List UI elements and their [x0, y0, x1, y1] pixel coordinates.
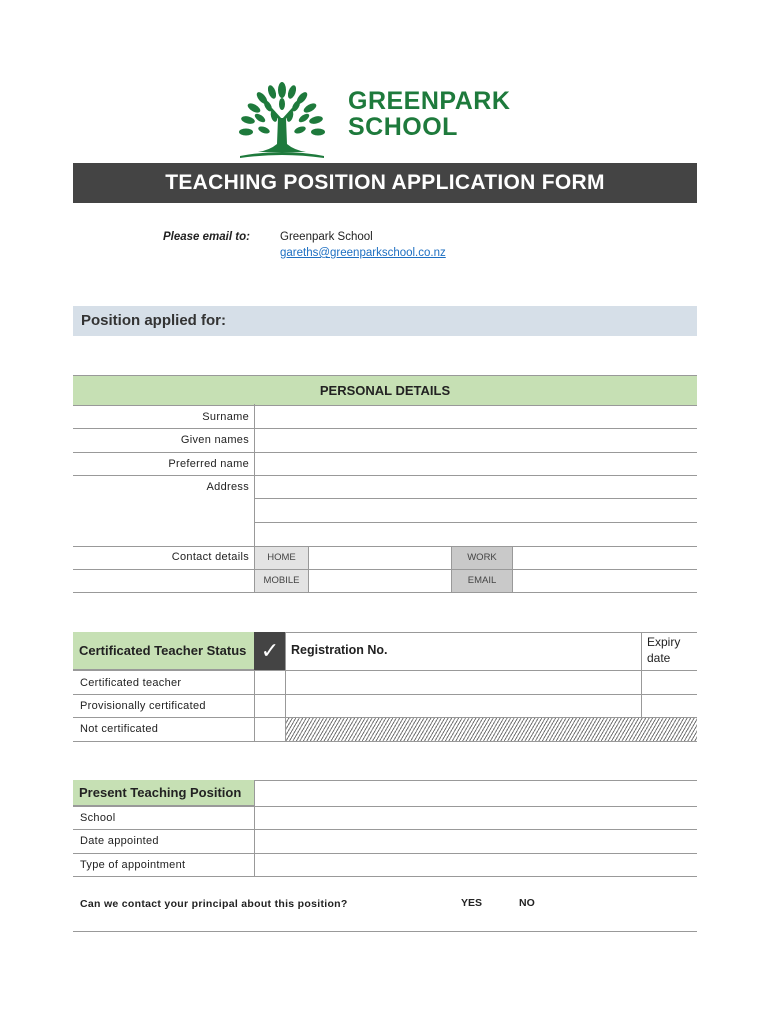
school-field[interactable]: [255, 807, 697, 829]
yes-option[interactable]: YES: [461, 897, 483, 909]
certificated-checkbox[interactable]: [255, 671, 285, 694]
work-phone-field[interactable]: [513, 547, 697, 569]
date-appointed-field[interactable]: [255, 830, 697, 853]
email-organisation: Greenpark School: [280, 231, 373, 243]
type-of-appointment-field[interactable]: [255, 854, 697, 876]
mobile-label: MOBILE: [255, 570, 308, 592]
provisionally-certificated-label: Provisionally certificated: [80, 700, 206, 712]
tree-icon: [234, 78, 330, 162]
address-field[interactable]: [255, 476, 697, 546]
logo-line-2: SCHOOL: [348, 113, 458, 141]
checkmark-icon: ✓: [254, 632, 286, 670]
cert-row-line: [73, 741, 697, 742]
present-row-line: [73, 876, 697, 877]
contact-details-label: Contact details: [171, 551, 249, 563]
no-option[interactable]: NO: [519, 897, 535, 909]
provisional-checkbox[interactable]: [255, 695, 285, 717]
preferred-name-field[interactable]: [255, 453, 697, 475]
school-label: School: [80, 812, 116, 824]
preferred-name-label: Preferred name: [168, 458, 249, 470]
expiry-date-field[interactable]: [642, 671, 697, 694]
home-phone-field[interactable]: [309, 547, 451, 569]
present-position-field[interactable]: [255, 781, 697, 806]
registration-no-field[interactable]: [286, 671, 641, 694]
personal-details-heading: PERSONAL DETAILS: [73, 375, 697, 406]
work-phone-label: WORK: [452, 547, 512, 569]
expiry-date-field-provisional[interactable]: [642, 695, 697, 717]
date-appointed-label: Date appointed: [80, 835, 159, 847]
address-label: Address: [206, 481, 249, 493]
surname-label: Surname: [202, 411, 249, 423]
position-applied-label: Position applied for:: [81, 312, 226, 329]
not-certificated-label: Not certificated: [80, 723, 159, 735]
logo-line-1: GREENPARK: [348, 87, 511, 115]
registration-no-label: Registration No.: [291, 643, 388, 657]
email-link[interactable]: gareths@greenparkschool.co.nz: [280, 247, 446, 259]
bottom-rule: [73, 931, 697, 932]
expiry-date-label: [647, 634, 680, 666]
position-applied-bar[interactable]: [73, 306, 697, 336]
registration-no-field-provisional[interactable]: [286, 695, 641, 717]
given-names-label: Given names: [180, 434, 249, 446]
not-applicable-hatch: [286, 718, 697, 741]
email-label-cell: EMAIL: [452, 570, 512, 592]
not-certificated-checkbox[interactable]: [255, 718, 285, 741]
principal-contact-question: Can we contact your principal about this position?: [80, 898, 348, 910]
type-of-appointment-label: Type of appointment: [80, 859, 186, 871]
home-phone-label: HOME: [255, 547, 308, 569]
pd-row-line: [73, 592, 697, 593]
expiry-line-2: date: [647, 651, 671, 665]
cert-status-heading: Certificated Teacher Status: [73, 632, 254, 670]
form-title-banner: TEACHING POSITION APPLICATION FORM: [73, 163, 697, 203]
given-names-field[interactable]: [255, 429, 697, 452]
school-name-logo: [348, 88, 510, 140]
expiry-line-1: Expiry: [647, 635, 681, 649]
surname-field[interactable]: [255, 405, 697, 428]
mobile-field[interactable]: [309, 570, 451, 592]
email-field[interactable]: [513, 570, 697, 592]
email-to-label: Please email to:: [163, 231, 250, 243]
certificated-teacher-label: Certificated teacher: [80, 677, 182, 689]
present-position-heading: Present Teaching Position: [73, 780, 254, 806]
